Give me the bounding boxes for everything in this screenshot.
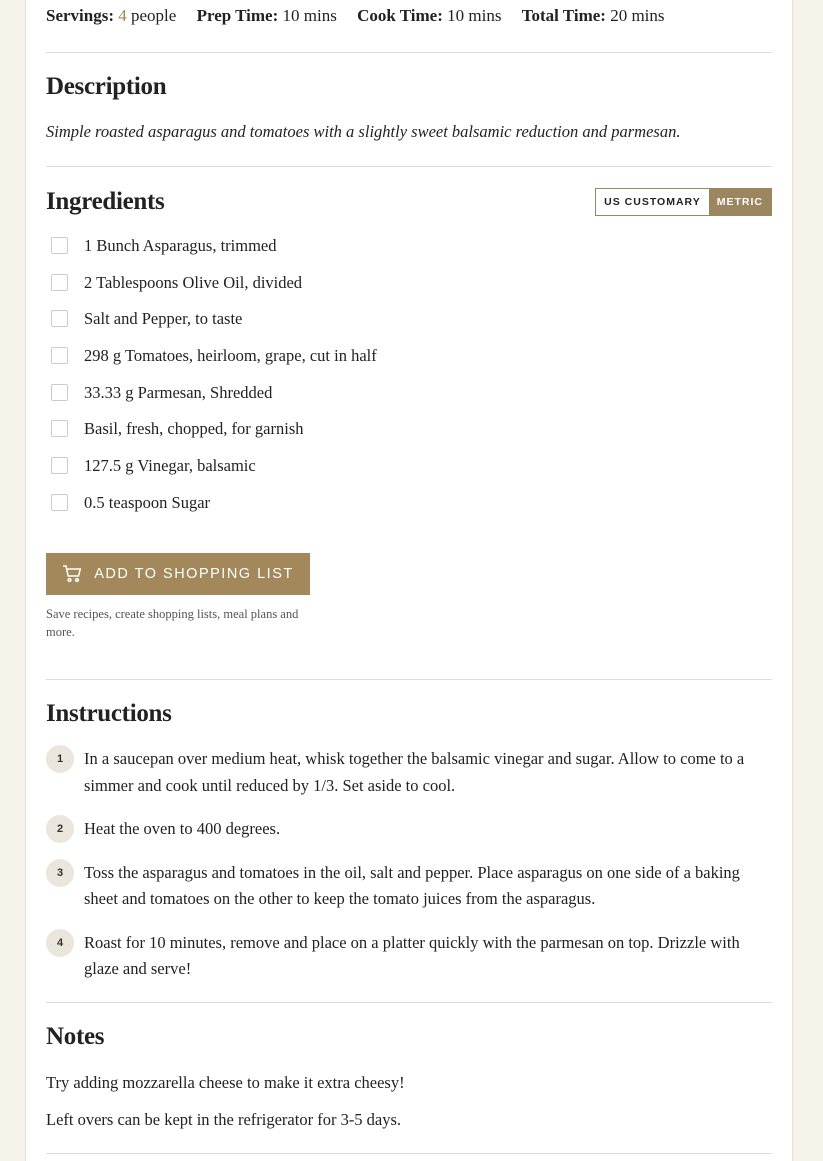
servings	[46, 6, 176, 26]
divider	[46, 166, 772, 167]
cook-time-value: 10 mins	[447, 6, 502, 25]
step-number: 3	[46, 859, 74, 887]
ingredient-checkbox[interactable]	[51, 347, 68, 364]
note-item: Left overs can be kept in the refrigerator for 3-5 days.	[46, 1110, 402, 1129]
ingredient-checkbox[interactable]	[51, 420, 68, 437]
total-time-label: Total Time:	[521, 6, 606, 25]
step-text: In a saucepan over medium heat, whisk together the balsamic vinegar and sugar. Allow to come to a simmer and cook until reduced by 1/3. Set aside to cool.	[84, 749, 745, 795]
ingredient-text: 1 Bunch Asparagus, trimmed	[84, 236, 277, 255]
ingredient-checkbox[interactable]	[51, 494, 68, 511]
ingredients-heading: Ingredients	[46, 188, 165, 215]
divider	[46, 1002, 772, 1003]
recipe-card	[25, 0, 793, 1161]
shopping-note: Save recipes, create shopping lists, meal plans and more.	[46, 607, 299, 639]
unit-us-customary-button[interactable]: US CUSTOMARY	[596, 189, 709, 215]
cook-time-label: Cook Time:	[357, 6, 443, 25]
ingredient-checkbox[interactable]	[51, 457, 68, 474]
step-number: 2	[46, 815, 74, 843]
cook-time	[357, 6, 501, 26]
ingredient-text: Basil, fresh, chopped, for garnish	[84, 419, 304, 439]
ingredient-text: 298 g Tomatoes, heirloom, grape, cut in half	[84, 346, 377, 366]
ingredient-text: 127.5 g Vinegar, balsamic	[84, 456, 256, 476]
unit-metric-button[interactable]: METRIC	[709, 189, 771, 215]
step-number: 4	[46, 929, 74, 957]
ingredient-text: Salt and Pepper, to taste	[84, 309, 243, 329]
ingredient-checkbox[interactable]	[51, 237, 68, 254]
divider	[46, 679, 772, 680]
ingredient-checkbox[interactable]	[51, 274, 68, 291]
step-text: Roast for 10 minutes, remove and place on a platter quickly with the parmesan on top. Drizzle with glaze and serve!	[84, 932, 740, 978]
instruction-step	[46, 859, 776, 913]
prep-time-value: 10 mins	[282, 6, 337, 25]
step-number: 1	[46, 745, 74, 773]
servings-value[interactable]: 4	[118, 6, 127, 25]
ingredient-text: 2 Tablespoons Olive Oil, divided	[84, 272, 303, 292]
instruction-step	[46, 929, 776, 983]
instructions-heading: Instructions	[46, 700, 172, 727]
step-text: Toss the asparagus and tomatoes in the oil, salt and pepper. Place asparagus on one side of a baking sheet and tomatoes on the other to keep the tomato juices from the asparagus.	[84, 862, 740, 908]
total-time-value: 20 mins	[610, 6, 665, 25]
prep-time	[197, 6, 337, 26]
instructions-list	[46, 745, 776, 999]
recipe-meta	[46, 6, 681, 26]
divider	[46, 52, 772, 53]
servings-label: Servings:	[46, 6, 114, 25]
step-text: Heat the oven to 400 degrees.	[84, 819, 281, 838]
ingredient-checkbox[interactable]	[51, 310, 68, 327]
note-item: Try adding mozzarella cheese to make it extra cheesy!	[46, 1073, 405, 1092]
instruction-step	[46, 815, 776, 843]
description-text: Simple roasted asparagus and tomatoes with a slightly sweet balsamic reduction and parmesan.	[46, 122, 681, 141]
servings-unit: people	[131, 6, 177, 25]
ingredient-checkbox[interactable]	[51, 384, 68, 401]
add-to-shopping-list-button[interactable]	[46, 553, 310, 595]
ingredient-text: 0.5 teaspoon Sugar	[84, 492, 211, 512]
instruction-step	[46, 745, 776, 799]
prep-time-label: Prep Time:	[196, 6, 279, 25]
shopping-cart-icon	[62, 565, 82, 583]
divider	[46, 1153, 772, 1154]
unit-toggle	[595, 188, 772, 216]
recipe-card-content	[46, 0, 772, 1161]
notes-heading: Notes	[46, 1023, 105, 1050]
description-heading: Description	[46, 73, 167, 100]
total-time	[522, 6, 665, 26]
ingredient-text: 33.33 g Parmesan, Shredded	[84, 382, 273, 402]
add-to-shopping-list-label: ADD TO SHOPPING LIST	[94, 566, 294, 582]
